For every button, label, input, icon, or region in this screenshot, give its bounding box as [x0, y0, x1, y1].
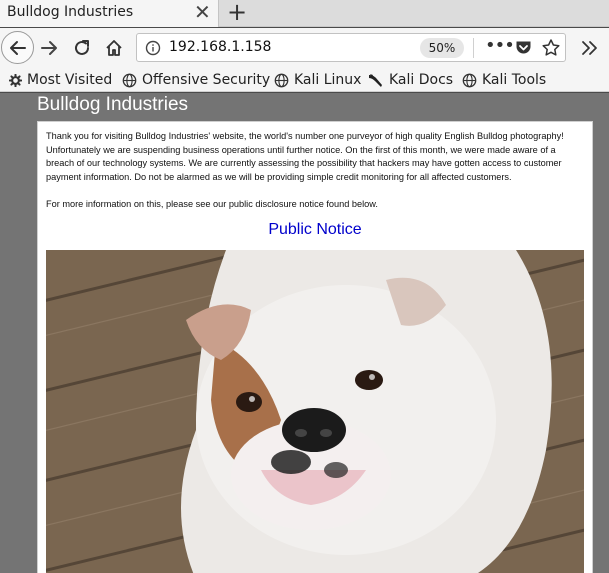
bookmark-star-icon[interactable]	[541, 38, 561, 58]
bookmark-label: Kali Linux	[294, 72, 362, 88]
home-button[interactable]	[102, 36, 126, 60]
bookmark-offensive-security[interactable]	[122, 70, 270, 90]
bookmark-label: Kali Docs	[389, 72, 454, 88]
globe-icon	[122, 73, 137, 88]
info-icon[interactable]	[145, 40, 161, 56]
site-title: Bulldog Industries	[37, 94, 189, 115]
bookmark-kali-linux[interactable]	[274, 70, 361, 90]
public-notice-link[interactable]: Public Notice	[268, 221, 362, 238]
reload-icon	[73, 39, 91, 57]
tab-strip	[0, 0, 609, 27]
tab-title: Bulldog Industries	[7, 4, 134, 20]
bookmark-label: Offensive Security	[142, 72, 271, 88]
reload-button[interactable]	[70, 36, 94, 60]
page-actions-icon[interactable]: •••	[485, 35, 514, 56]
back-arrow-icon	[9, 39, 27, 57]
zoom-level-badge[interactable]: 50%	[420, 38, 464, 58]
bookmark-label: Kali Tools	[482, 72, 547, 88]
kali-dragon-icon	[368, 73, 384, 88]
tab-active[interactable]	[0, 0, 219, 27]
bulldog-photo	[46, 250, 584, 573]
content-panel	[37, 121, 593, 573]
pocket-icon[interactable]	[515, 40, 532, 56]
back-button[interactable]	[1, 31, 34, 64]
bookmark-kali-docs[interactable]	[368, 70, 453, 90]
bookmark-label: Most Visited	[27, 72, 113, 88]
bookmark-most-visited[interactable]	[9, 70, 112, 90]
gear-icon	[9, 74, 22, 87]
web-page	[0, 93, 609, 573]
close-tab-icon[interactable]: ✕	[194, 0, 211, 24]
new-tab-icon[interactable]: +	[227, 0, 248, 26]
url-bar-divider	[473, 38, 474, 58]
home-icon	[105, 39, 123, 57]
globe-icon	[462, 73, 477, 88]
more-info-paragraph: For more information on this, please see our public disclosure notice found below.	[46, 199, 378, 209]
overflow-menu-icon[interactable]	[578, 37, 600, 59]
forward-arrow-icon	[40, 39, 58, 57]
url-text[interactable]: 192.168.1.158	[169, 39, 272, 55]
breach-notice-paragraph: Thank you for visiting Bulldog Industries' website, the world's number one purveyor of high quality English Bulldog photography! Unfortunately we are suspending business operations until further notice. On the first of this month, we were made aware of a breach of our technology systems. We are currently assessing the possibility that hackers may have gotten access to customer payment information. Do not be alarmed as we will be providing simple credit monitoring for all affected customers.	[46, 131, 564, 183]
bookmark-kali-tools[interactable]	[462, 70, 546, 90]
url-bar[interactable]	[136, 33, 566, 62]
bookmarks-toolbar	[0, 68, 609, 92]
forward-button[interactable]	[37, 36, 61, 60]
navigation-toolbar	[0, 28, 609, 68]
globe-icon	[274, 73, 289, 88]
